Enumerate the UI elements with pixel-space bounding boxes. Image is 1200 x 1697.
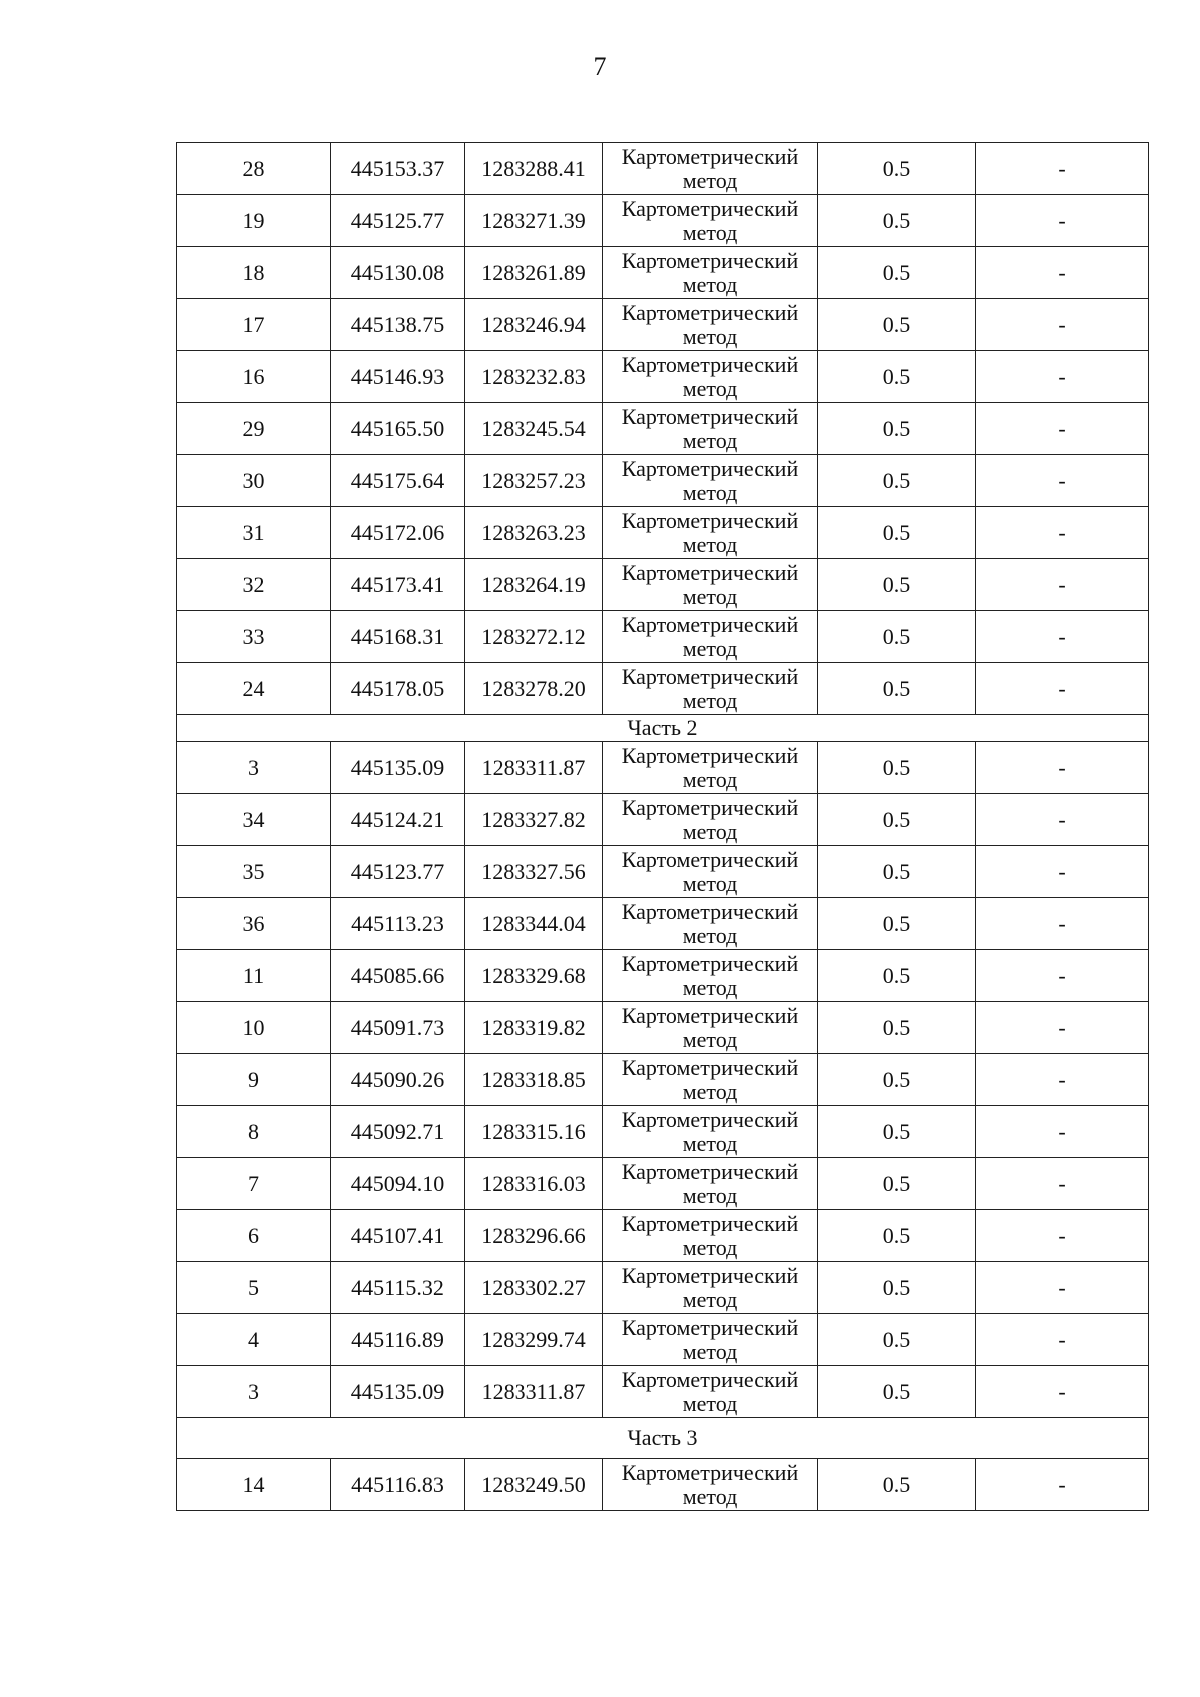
method-line-2: метод bbox=[682, 766, 738, 792]
method-line-1: Картометрический bbox=[621, 1210, 799, 1236]
accuracy-cell: 0.5 bbox=[818, 663, 976, 715]
x-coordinate-cell: 445125.77 bbox=[331, 195, 465, 247]
point-number-cell: 3 bbox=[177, 1366, 331, 1418]
coordinates-table bbox=[176, 142, 1149, 1511]
x-coordinate-cell: 445175.64 bbox=[331, 455, 465, 507]
note-cell: - bbox=[976, 195, 1149, 247]
method-line-1: Картометрический bbox=[621, 1262, 799, 1288]
table-row bbox=[177, 247, 1149, 299]
accuracy-cell: 0.5 bbox=[818, 1106, 976, 1158]
method-line-1: Картометрический bbox=[621, 559, 799, 585]
x-coordinate-cell: 445173.41 bbox=[331, 559, 465, 611]
method-line-1: Картометрический bbox=[621, 1106, 799, 1132]
table-row bbox=[177, 950, 1149, 1002]
x-coordinate-cell: 445107.41 bbox=[331, 1210, 465, 1262]
section-label: Часть 3 bbox=[177, 1418, 1149, 1459]
accuracy-cell: 0.5 bbox=[818, 247, 976, 299]
x-coordinate-cell: 445113.23 bbox=[331, 898, 465, 950]
method-line-2: метод bbox=[682, 1390, 738, 1416]
y-coordinate-cell: 1283272.12 bbox=[465, 611, 603, 663]
y-coordinate-cell: 1283344.04 bbox=[465, 898, 603, 950]
accuracy-cell: 0.5 bbox=[818, 299, 976, 351]
method-line-1: Картометрический bbox=[621, 247, 799, 273]
method-line-1: Картометрический bbox=[621, 1002, 799, 1028]
x-coordinate-cell: 445135.09 bbox=[331, 1366, 465, 1418]
y-coordinate-cell: 1283246.94 bbox=[465, 299, 603, 351]
section-header-row bbox=[177, 715, 1149, 742]
point-number-cell: 6 bbox=[177, 1210, 331, 1262]
y-coordinate-cell: 1283315.16 bbox=[465, 1106, 603, 1158]
method-line-1: Картометрический bbox=[621, 846, 799, 872]
method-line-2: метод bbox=[682, 323, 738, 349]
table-row bbox=[177, 898, 1149, 950]
method-cell bbox=[603, 1459, 818, 1511]
method-line-1: Картометрический bbox=[621, 403, 799, 429]
x-coordinate-cell: 445123.77 bbox=[331, 846, 465, 898]
point-number-cell: 17 bbox=[177, 299, 331, 351]
y-coordinate-cell: 1283245.54 bbox=[465, 403, 603, 455]
table-row bbox=[177, 1002, 1149, 1054]
y-coordinate-cell: 1283271.39 bbox=[465, 195, 603, 247]
accuracy-cell: 0.5 bbox=[818, 351, 976, 403]
table-row bbox=[177, 794, 1149, 846]
accuracy-cell: 0.5 bbox=[818, 559, 976, 611]
accuracy-cell: 0.5 bbox=[818, 898, 976, 950]
x-coordinate-cell: 445130.08 bbox=[331, 247, 465, 299]
note-cell: - bbox=[976, 507, 1149, 559]
note-cell: - bbox=[976, 1158, 1149, 1210]
method-line-2: метод bbox=[682, 687, 738, 713]
method-line-2: метод bbox=[682, 922, 738, 948]
y-coordinate-cell: 1283319.82 bbox=[465, 1002, 603, 1054]
point-number-cell: 29 bbox=[177, 403, 331, 455]
method-cell bbox=[603, 663, 818, 715]
point-number-cell: 10 bbox=[177, 1002, 331, 1054]
x-coordinate-cell: 445124.21 bbox=[331, 794, 465, 846]
method-line-2: метод bbox=[682, 1182, 738, 1208]
x-coordinate-cell: 445090.26 bbox=[331, 1054, 465, 1106]
x-coordinate-cell: 445138.75 bbox=[331, 299, 465, 351]
method-cell bbox=[603, 1106, 818, 1158]
method-line-2: метод bbox=[682, 1338, 738, 1364]
accuracy-cell: 0.5 bbox=[818, 611, 976, 663]
point-number-cell: 36 bbox=[177, 898, 331, 950]
method-cell bbox=[603, 846, 818, 898]
table-row bbox=[177, 143, 1149, 195]
x-coordinate-cell: 445091.73 bbox=[331, 1002, 465, 1054]
method-cell bbox=[603, 507, 818, 559]
table-body bbox=[177, 143, 1149, 1511]
method-line-1: Картометрический bbox=[621, 663, 799, 689]
method-line-2: метод bbox=[682, 635, 738, 661]
point-number-cell: 8 bbox=[177, 1106, 331, 1158]
note-cell: - bbox=[976, 1106, 1149, 1158]
table-row bbox=[177, 507, 1149, 559]
method-line-1: Картометрический bbox=[621, 455, 799, 481]
point-number-cell: 14 bbox=[177, 1459, 331, 1511]
note-cell: - bbox=[976, 455, 1149, 507]
accuracy-cell: 0.5 bbox=[818, 455, 976, 507]
note-cell: - bbox=[976, 611, 1149, 663]
method-line-1: Картометрический bbox=[621, 1366, 799, 1392]
method-cell bbox=[603, 1002, 818, 1054]
method-line-1: Картометрический bbox=[621, 1158, 799, 1184]
x-coordinate-cell: 445172.06 bbox=[331, 507, 465, 559]
method-line-2: метод bbox=[682, 427, 738, 453]
accuracy-cell: 0.5 bbox=[818, 1002, 976, 1054]
point-number-cell: 24 bbox=[177, 663, 331, 715]
note-cell: - bbox=[976, 1002, 1149, 1054]
method-line-2: метод bbox=[682, 818, 738, 844]
method-line-1: Картометрический bbox=[621, 1054, 799, 1080]
method-line-2: метод bbox=[682, 1234, 738, 1260]
method-line-1: Картометрический bbox=[621, 195, 799, 221]
table-row bbox=[177, 1106, 1149, 1158]
accuracy-cell: 0.5 bbox=[818, 403, 976, 455]
accuracy-cell: 0.5 bbox=[818, 846, 976, 898]
y-coordinate-cell: 1283232.83 bbox=[465, 351, 603, 403]
table-row bbox=[177, 742, 1149, 794]
accuracy-cell: 0.5 bbox=[818, 1158, 976, 1210]
x-coordinate-cell: 445153.37 bbox=[331, 143, 465, 195]
table-row bbox=[177, 299, 1149, 351]
accuracy-cell: 0.5 bbox=[818, 1366, 976, 1418]
method-cell bbox=[603, 455, 818, 507]
point-number-cell: 35 bbox=[177, 846, 331, 898]
method-line-1: Картометрический bbox=[621, 794, 799, 820]
method-line-1: Картометрический bbox=[621, 351, 799, 377]
table-row bbox=[177, 559, 1149, 611]
method-line-1: Картометрический bbox=[621, 898, 799, 924]
table-row bbox=[177, 1262, 1149, 1314]
point-number-cell: 31 bbox=[177, 507, 331, 559]
x-coordinate-cell: 445168.31 bbox=[331, 611, 465, 663]
page-number: 7 bbox=[593, 52, 607, 81]
y-coordinate-cell: 1283261.89 bbox=[465, 247, 603, 299]
point-number-cell: 7 bbox=[177, 1158, 331, 1210]
method-line-2: метод bbox=[682, 583, 738, 609]
x-coordinate-cell: 445115.32 bbox=[331, 1262, 465, 1314]
accuracy-cell: 0.5 bbox=[818, 1262, 976, 1314]
table-row bbox=[177, 455, 1149, 507]
method-line-2: метод bbox=[682, 271, 738, 297]
note-cell: - bbox=[976, 351, 1149, 403]
accuracy-cell: 0.5 bbox=[818, 1210, 976, 1262]
table-row bbox=[177, 1366, 1149, 1418]
section-label: Часть 2 bbox=[177, 715, 1149, 742]
accuracy-cell: 0.5 bbox=[818, 143, 976, 195]
table-row bbox=[177, 1459, 1149, 1511]
x-coordinate-cell: 445116.83 bbox=[331, 1459, 465, 1511]
method-line-2: метод bbox=[682, 219, 738, 245]
table-row bbox=[177, 351, 1149, 403]
note-cell: - bbox=[976, 1054, 1149, 1106]
note-cell: - bbox=[976, 559, 1149, 611]
method-line-1: Картометрический bbox=[621, 299, 799, 325]
method-cell bbox=[603, 1054, 818, 1106]
note-cell: - bbox=[976, 898, 1149, 950]
method-line-2: метод bbox=[682, 870, 738, 896]
method-line-1: Картометрический bbox=[621, 507, 799, 533]
table-row bbox=[177, 403, 1149, 455]
accuracy-cell: 0.5 bbox=[818, 1459, 976, 1511]
y-coordinate-cell: 1283278.20 bbox=[465, 663, 603, 715]
table-row bbox=[177, 611, 1149, 663]
y-coordinate-cell: 1283302.27 bbox=[465, 1262, 603, 1314]
point-number-cell: 28 bbox=[177, 143, 331, 195]
point-number-cell: 33 bbox=[177, 611, 331, 663]
method-line-1: Картометрический bbox=[621, 611, 799, 637]
method-line-2: метод bbox=[682, 1078, 738, 1104]
note-cell: - bbox=[976, 846, 1149, 898]
method-cell bbox=[603, 559, 818, 611]
method-cell bbox=[603, 794, 818, 846]
method-cell bbox=[603, 403, 818, 455]
method-line-2: метод bbox=[682, 1286, 738, 1312]
table-row bbox=[177, 195, 1149, 247]
accuracy-cell: 0.5 bbox=[818, 1314, 976, 1366]
y-coordinate-cell: 1283288.41 bbox=[465, 143, 603, 195]
note-cell: - bbox=[976, 1314, 1149, 1366]
method-line-1: Картометрический bbox=[621, 1314, 799, 1340]
table-row bbox=[177, 846, 1149, 898]
y-coordinate-cell: 1283249.50 bbox=[465, 1459, 603, 1511]
accuracy-cell: 0.5 bbox=[818, 507, 976, 559]
x-coordinate-cell: 445094.10 bbox=[331, 1158, 465, 1210]
table-row bbox=[177, 1314, 1149, 1366]
note-cell: - bbox=[976, 247, 1149, 299]
table-row bbox=[177, 1210, 1149, 1262]
x-coordinate-cell: 445092.71 bbox=[331, 1106, 465, 1158]
x-coordinate-cell: 445165.50 bbox=[331, 403, 465, 455]
method-cell bbox=[603, 247, 818, 299]
method-cell bbox=[603, 351, 818, 403]
method-line-1: Картометрический bbox=[621, 1459, 799, 1485]
x-coordinate-cell: 445146.93 bbox=[331, 351, 465, 403]
y-coordinate-cell: 1283329.68 bbox=[465, 950, 603, 1002]
y-coordinate-cell: 1283327.82 bbox=[465, 794, 603, 846]
table-row bbox=[177, 1054, 1149, 1106]
method-cell bbox=[603, 195, 818, 247]
point-number-cell: 9 bbox=[177, 1054, 331, 1106]
point-number-cell: 4 bbox=[177, 1314, 331, 1366]
method-cell bbox=[603, 1366, 818, 1418]
section-header-row bbox=[177, 1418, 1149, 1459]
y-coordinate-cell: 1283257.23 bbox=[465, 455, 603, 507]
note-cell: - bbox=[976, 143, 1149, 195]
table-row bbox=[177, 663, 1149, 715]
method-cell bbox=[603, 898, 818, 950]
y-coordinate-cell: 1283296.66 bbox=[465, 1210, 603, 1262]
method-cell bbox=[603, 611, 818, 663]
method-cell bbox=[603, 1314, 818, 1366]
method-cell bbox=[603, 1158, 818, 1210]
x-coordinate-cell: 445178.05 bbox=[331, 663, 465, 715]
note-cell: - bbox=[976, 950, 1149, 1002]
note-cell: - bbox=[976, 1210, 1149, 1262]
table-row bbox=[177, 1158, 1149, 1210]
note-cell: - bbox=[976, 663, 1149, 715]
note-cell: - bbox=[976, 1459, 1149, 1511]
accuracy-cell: 0.5 bbox=[818, 742, 976, 794]
method-line-2: метод bbox=[682, 375, 738, 401]
method-line-2: метод bbox=[682, 479, 738, 505]
y-coordinate-cell: 1283263.23 bbox=[465, 507, 603, 559]
method-line-2: метод bbox=[682, 167, 738, 193]
note-cell: - bbox=[976, 742, 1149, 794]
method-cell bbox=[603, 950, 818, 1002]
y-coordinate-cell: 1283318.85 bbox=[465, 1054, 603, 1106]
method-cell bbox=[603, 742, 818, 794]
accuracy-cell: 0.5 bbox=[818, 195, 976, 247]
method-line-1: Картометрический bbox=[621, 950, 799, 976]
point-number-cell: 5 bbox=[177, 1262, 331, 1314]
y-coordinate-cell: 1283316.03 bbox=[465, 1158, 603, 1210]
y-coordinate-cell: 1283264.19 bbox=[465, 559, 603, 611]
method-line-1: Картометрический bbox=[621, 143, 799, 169]
method-line-2: метод bbox=[682, 531, 738, 557]
note-cell: - bbox=[976, 794, 1149, 846]
method-cell bbox=[603, 143, 818, 195]
note-cell: - bbox=[976, 1366, 1149, 1418]
method-cell bbox=[603, 1210, 818, 1262]
y-coordinate-cell: 1283311.87 bbox=[465, 742, 603, 794]
method-line-1: Картометрический bbox=[621, 742, 799, 768]
method-cell bbox=[603, 299, 818, 351]
method-line-2: метод bbox=[682, 1130, 738, 1156]
accuracy-cell: 0.5 bbox=[818, 1054, 976, 1106]
method-line-2: метод bbox=[682, 1026, 738, 1052]
point-number-cell: 16 bbox=[177, 351, 331, 403]
note-cell: - bbox=[976, 403, 1149, 455]
accuracy-cell: 0.5 bbox=[818, 794, 976, 846]
x-coordinate-cell: 445135.09 bbox=[331, 742, 465, 794]
y-coordinate-cell: 1283327.56 bbox=[465, 846, 603, 898]
x-coordinate-cell: 445116.89 bbox=[331, 1314, 465, 1366]
point-number-cell: 11 bbox=[177, 950, 331, 1002]
point-number-cell: 34 bbox=[177, 794, 331, 846]
point-number-cell: 19 bbox=[177, 195, 331, 247]
accuracy-cell: 0.5 bbox=[818, 950, 976, 1002]
y-coordinate-cell: 1283299.74 bbox=[465, 1314, 603, 1366]
point-number-cell: 30 bbox=[177, 455, 331, 507]
point-number-cell: 18 bbox=[177, 247, 331, 299]
x-coordinate-cell: 445085.66 bbox=[331, 950, 465, 1002]
method-cell bbox=[603, 1262, 818, 1314]
point-number-cell: 3 bbox=[177, 742, 331, 794]
method-line-2: метод bbox=[682, 974, 738, 1000]
method-line-2: метод bbox=[682, 1483, 738, 1509]
note-cell: - bbox=[976, 1262, 1149, 1314]
note-cell: - bbox=[976, 299, 1149, 351]
y-coordinate-cell: 1283311.87 bbox=[465, 1366, 603, 1418]
point-number-cell: 32 bbox=[177, 559, 331, 611]
